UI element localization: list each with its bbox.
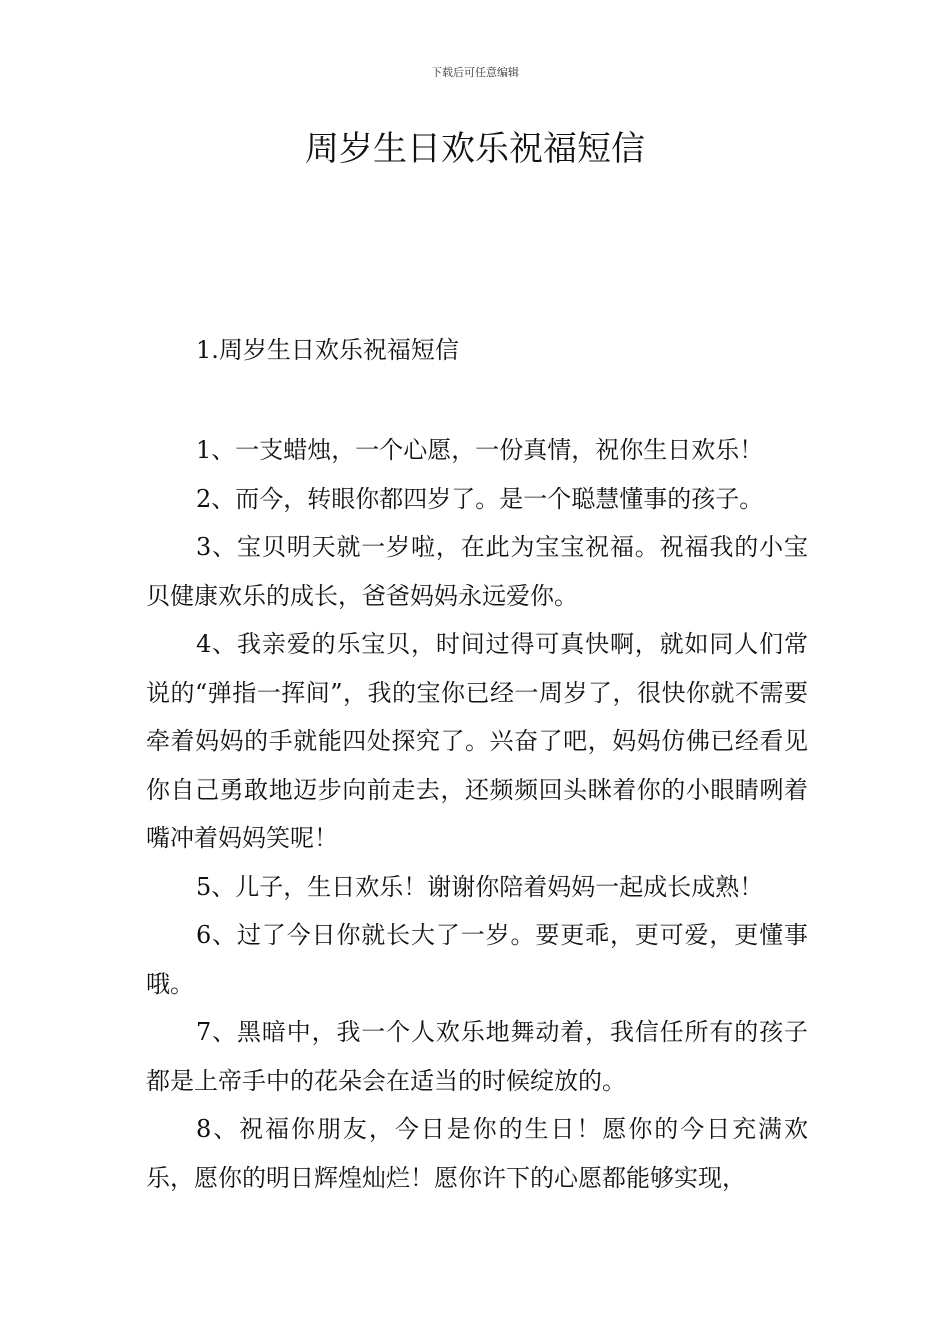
paragraph-5: 5、儿子，生日欢乐！谢谢你陪着妈妈一起成长成熟！ <box>196 872 764 901</box>
paragraph-6: 6、过了今日你就长大了一岁。要更乖，更可爱，更懂事哦。 <box>146 921 808 998</box>
document-body <box>146 426 808 1202</box>
paragraph-3: 3、宝贝明天就一岁啦，在此为宝宝祝福。祝福我的小宝贝健康欢乐的成长，爸爸妈妈永远爱你。 <box>146 533 808 610</box>
paragraph-8: 8、祝福你朋友，今日是你的生日！愿你的今日充满欢乐，愿你的明日辉煌灿烂！愿你许下的心愿都能够实现， <box>146 1115 808 1192</box>
header-note: 下载后可任意编辑 <box>431 66 519 79</box>
document-title: 周岁生日欢乐祝福短信 <box>305 129 645 169</box>
paragraph-2: 2、而今，转眼你都四岁了。是一个聪慧懂事的孩子。 <box>196 484 764 513</box>
paragraph-4: 4、我亲爱的乐宝贝，时间过得可真快啊，就如同人们常说的“弹指一挥间”，我的宝你已经一周岁了，很快你就不需要牵着妈妈的手就能四处探究了。兴奋了吧，妈妈仿佛已经看见你自己勇敢地迈步向前走去，还频频回头眯着你的小眼睛咧着嘴冲着妈妈笑呢！ <box>146 630 808 852</box>
section-heading: 1.周岁生日欢乐祝福短信 <box>196 336 459 364</box>
paragraph-1: 1、一支蜡烛，一个心愿，一份真情，祝你生日欢乐！ <box>196 436 764 464</box>
paragraph-7: 7、黑暗中，我一个人欢乐地舞动着，我信任所有的孩子都是上帝手中的花朵会在适当的时候绽放的。 <box>146 1018 808 1095</box>
